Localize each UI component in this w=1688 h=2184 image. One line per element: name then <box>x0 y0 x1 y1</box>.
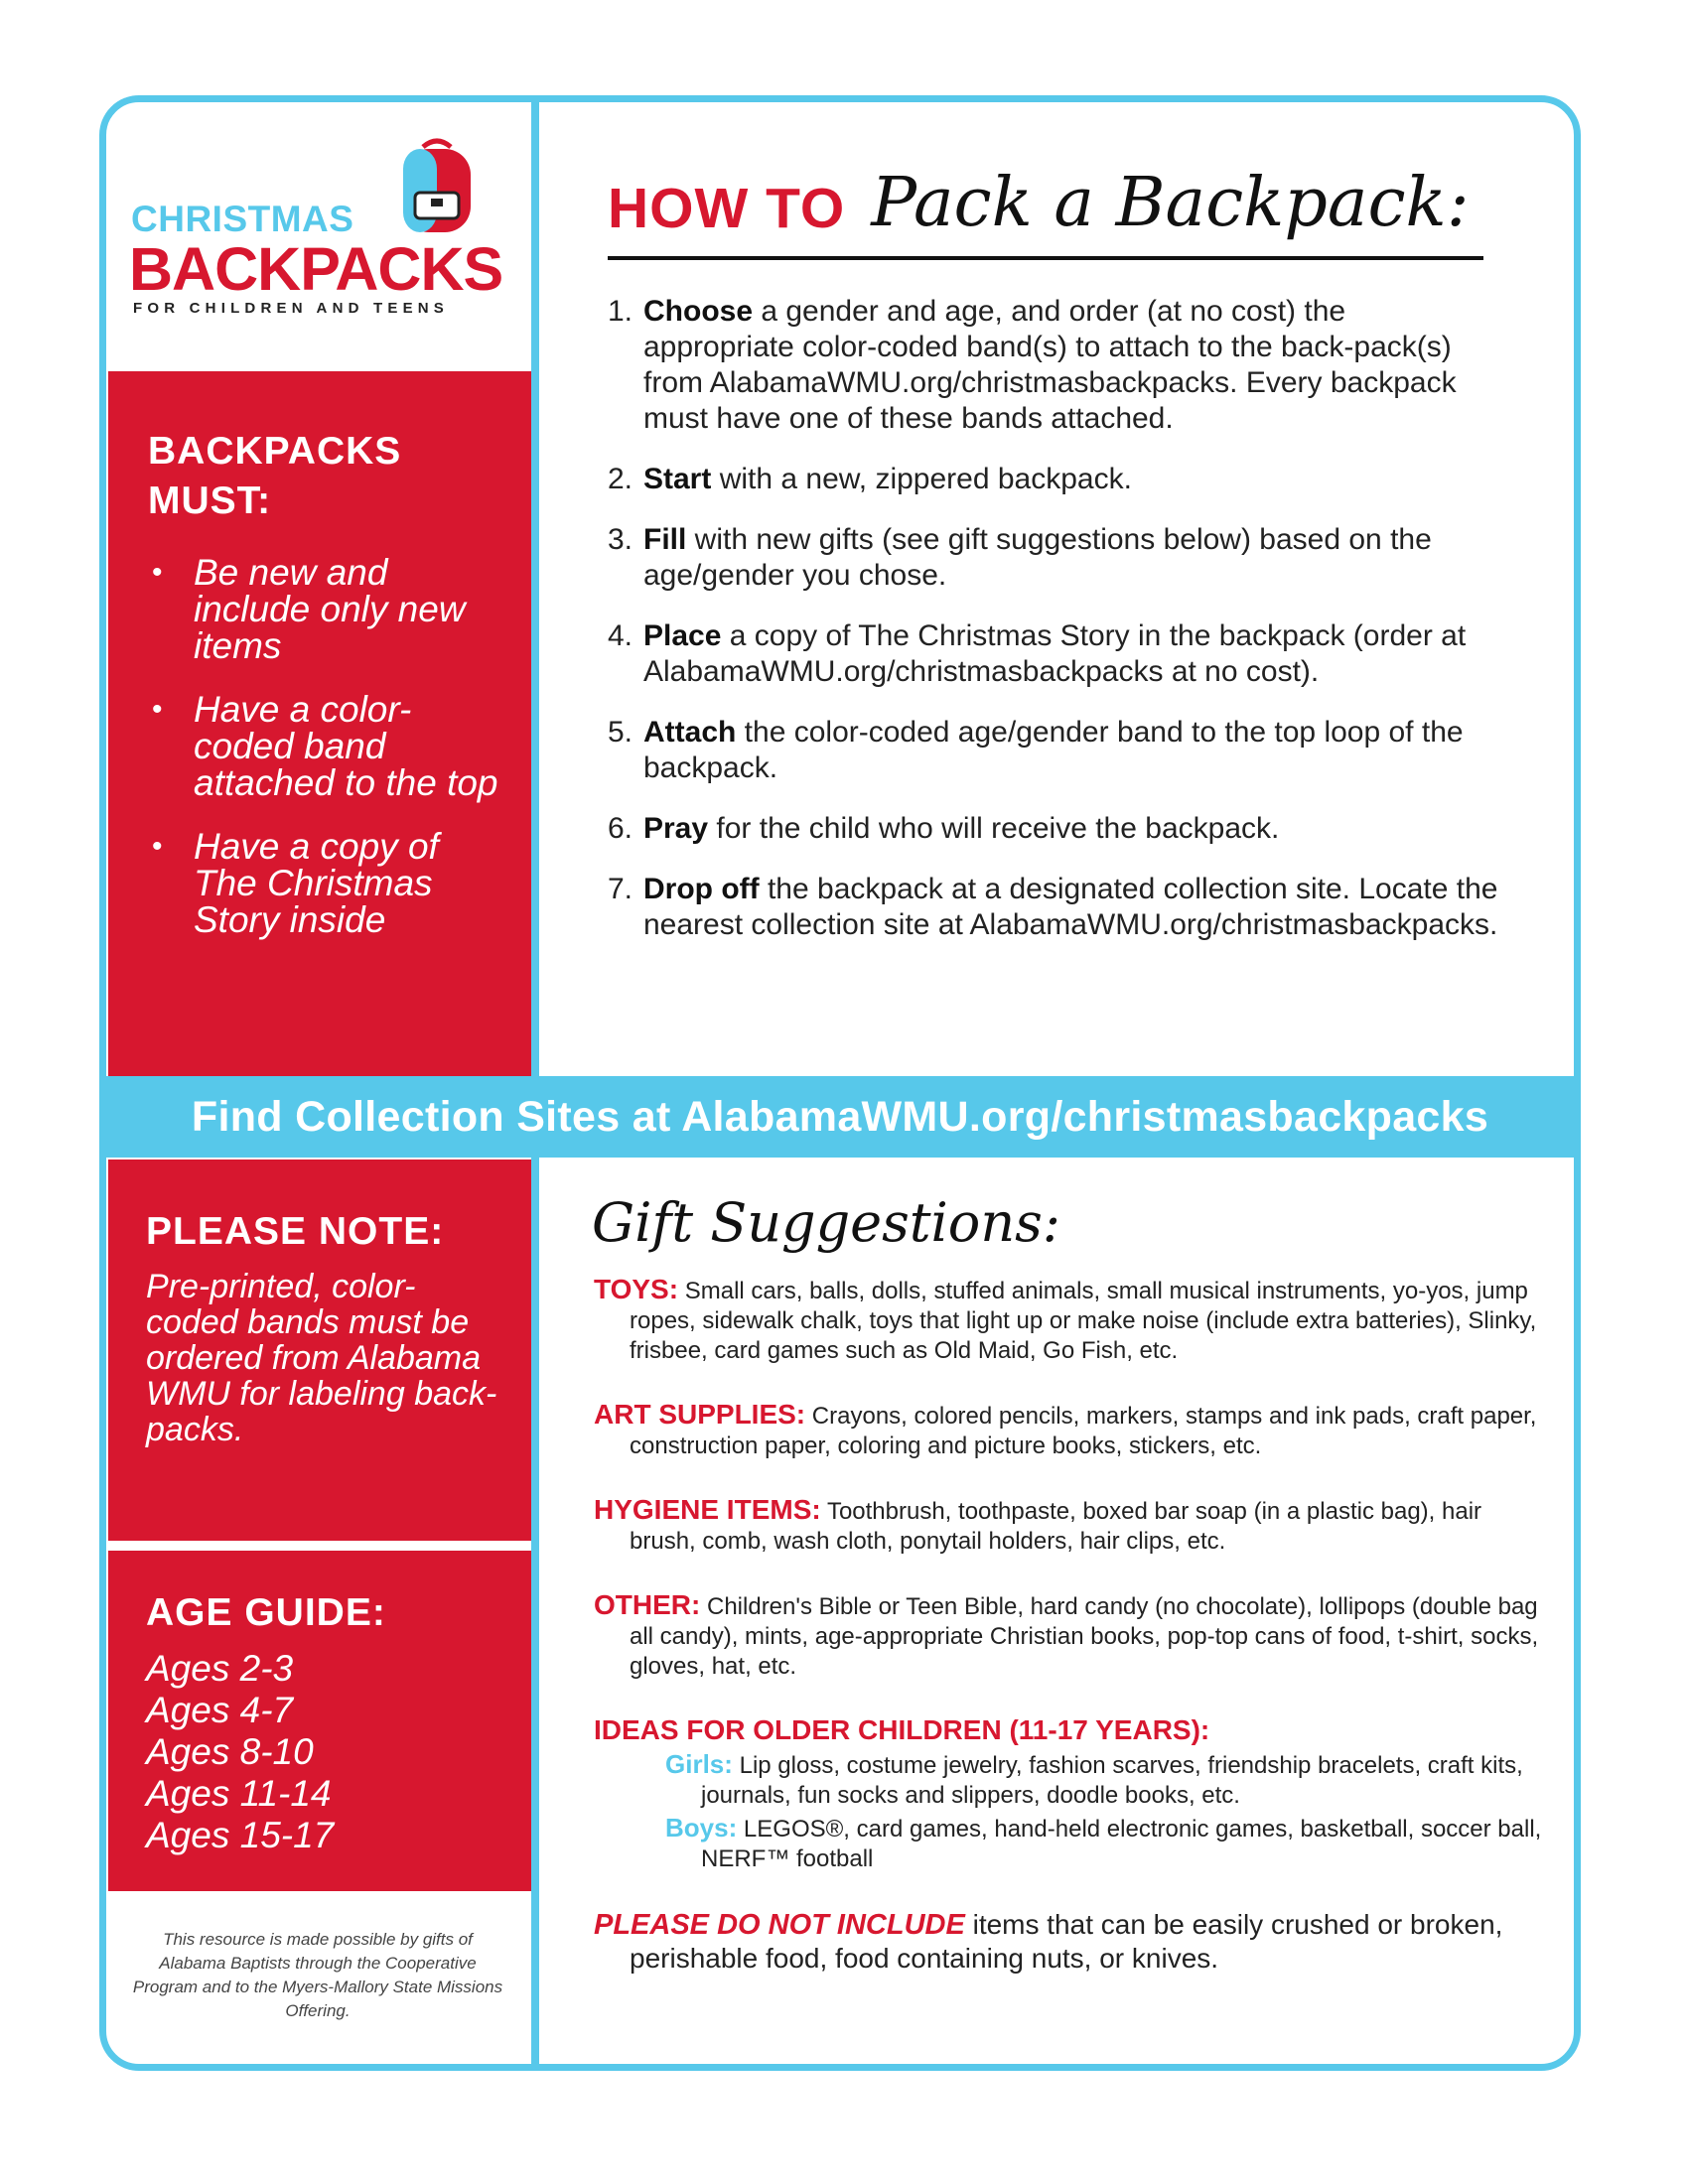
step-number: 7. <box>608 873 633 905</box>
step-verb: Start <box>643 463 712 495</box>
page-title <box>608 144 1470 243</box>
gift-sublabel: Girls: <box>665 1749 733 1779</box>
step-text: a gender and age, and order (at no cost) the appropriate color-coded band(s) to attach to the back-pack(s) from AlabamaWMU.org/christmasbackpacks. Every backpack must have one of these bands attached. <box>643 295 1457 435</box>
gift-do-not-include <box>594 1908 1547 1976</box>
gift-suggestions-title: Gift Suggestions: <box>592 1191 1060 1254</box>
title-script: Pack a Backpack: <box>871 164 1470 242</box>
please-note-text: Pre-printed, color-coded bands must be ordered from Alabama WMU for labeling back-packs. <box>146 1268 497 1448</box>
must-item: • Be new and include only new items <box>148 554 501 664</box>
backpack-icon <box>393 137 481 236</box>
gift-text: Children's Bible or Teen Bible, hard candy (no chocolate), lollipops (double bag all candy), mints, age-appropriate Christian books, pop-top cans of food, t-shirt, socks, gloves, hat, etc. <box>630 1593 1539 1680</box>
step-item <box>608 462 1501 497</box>
age-item: Ages 8-10 <box>146 1731 314 1772</box>
step-verb: Place <box>643 619 722 652</box>
age-guide-title: AGE GUIDE: <box>146 1591 386 1634</box>
title-underline <box>608 256 1483 260</box>
gift-label: ART SUPPLIES: <box>594 1399 806 1430</box>
step-verb: Drop off <box>643 873 760 905</box>
gift-boys <box>630 1813 1547 1874</box>
steps-list <box>608 294 1501 968</box>
gift-text: Crayons, colored pencils, markers, stamps and ink pads, craft paper, construction paper, coloring and picture books, stickers, etc. <box>630 1403 1537 1459</box>
step-item <box>608 294 1501 437</box>
must-item: • Have a color-coded band attached to the top <box>148 691 501 801</box>
step-verb: Choose <box>643 295 754 328</box>
gift-other <box>594 1590 1547 1682</box>
step-text: the backpack at a designated collection site. Locate the nearest collection site at AlabamaWMU.org/christmasbackpacks. <box>643 873 1498 941</box>
gift-sublabel: Boys: <box>665 1813 738 1843</box>
step-text: for the child who will receive the backpack. <box>708 812 1280 845</box>
backpacks-must-list <box>148 554 501 938</box>
gift-text: items that can be easily crushed or broken, perishable food, food containing nuts, or knives. <box>630 1909 1503 1974</box>
logo <box>129 129 506 338</box>
logo-line-christmas: CHRISTMAS <box>131 199 354 239</box>
must-item: • Have a copy of The Christmas Story inside <box>148 828 501 938</box>
logo-line-backpacks: BACKPACKS <box>129 235 503 303</box>
gift-label: HYGIENE ITEMS: <box>594 1494 821 1525</box>
step-item <box>608 872 1501 943</box>
title-how-to: HOW TO <box>608 177 846 240</box>
gift-girls <box>630 1749 1547 1811</box>
banner-text: Find Collection Sites at AlabamaWMU.org/christmasbackpacks <box>191 1092 1489 1141</box>
gift-text: Lip gloss, costume jewelry, fashion scarves, friendship bracelets, craft kits, journals, fun socks and slippers, doodle books, etc. <box>701 1752 1523 1809</box>
gift-text: LEGOS®, card games, hand-held electronic games, basketball, soccer ball, NERF™ football <box>701 1816 1542 1872</box>
step-item <box>608 811 1501 847</box>
step-number: 4. <box>608 619 633 652</box>
step-number: 5. <box>608 716 633 749</box>
gift-hygiene <box>594 1495 1547 1557</box>
step-item <box>608 618 1501 690</box>
step-verb: Fill <box>643 523 687 556</box>
gift-label: IDEAS FOR OLDER CHILDREN (11-17 YEARS): <box>594 1714 1210 1745</box>
age-item: Ages 11-14 <box>146 1773 332 1814</box>
step-verb: Attach <box>643 716 737 749</box>
age-item: Ages 2-3 <box>146 1648 294 1689</box>
step-number: 1. <box>608 295 633 328</box>
step-verb: Pray <box>643 812 709 845</box>
step-number: 6. <box>608 812 633 845</box>
step-item <box>608 522 1501 594</box>
age-item: Ages 4-7 <box>146 1690 294 1730</box>
step-text: the color-coded age/gender band to the top loop of the backpack. <box>643 716 1464 784</box>
step-text: with a new, zippered backpack. <box>711 463 1132 495</box>
gift-label: PLEASE DO NOT INCLUDE <box>594 1909 965 1941</box>
backpacks-must-title: BACKPACKS MUST: <box>148 430 402 522</box>
step-number: 3. <box>608 523 633 556</box>
age-item: Ages 15-17 <box>146 1815 335 1855</box>
collection-sites-banner <box>99 1076 1581 1158</box>
gift-art-supplies <box>594 1400 1547 1461</box>
gift-label: TOYS: <box>594 1274 679 1304</box>
please-note-title: PLEASE NOTE: <box>146 1210 445 1253</box>
gift-label: OTHER: <box>594 1589 701 1620</box>
step-text: with new gifts (see gift suggestions below) based on the age/gender you chose. <box>643 523 1432 592</box>
gift-toys <box>594 1275 1547 1366</box>
gift-text: Toothbrush, toothpaste, boxed bar soap (in a plastic bag), hair brush, comb, wash cloth, ponytail holders, hair clips, etc. <box>630 1498 1482 1555</box>
gift-suggestions <box>594 1275 1547 2009</box>
step-item <box>608 715 1501 786</box>
please-note-box <box>108 1160 531 1541</box>
age-guide-list <box>146 1648 501 1856</box>
gift-older-children <box>594 1715 1547 1874</box>
age-guide-box <box>108 1551 531 1891</box>
gift-text: Small cars, balls, dolls, stuffed animals, small musical instruments, yo-yos, jump ropes, sidewalk chalk, toys that light up or make noise (include extra batteries), Slinky, frisbee, card games such as Old Maid, Go Fish, etc. <box>630 1278 1537 1364</box>
credit-text: This resource is made possible by gifts of Alabama Baptists through the Cooperative Program and to the Myers-Mallory State Missions Offering. <box>132 1930 503 2020</box>
step-text: a copy of The Christmas Story in the backpack (order at AlabamaWMU.org/christmasbackpacks at no cost). <box>643 619 1467 688</box>
step-number: 2. <box>608 463 633 495</box>
logo-tagline: FOR CHILDREN AND TEENS <box>133 300 450 317</box>
backpacks-must-box <box>108 371 531 1078</box>
